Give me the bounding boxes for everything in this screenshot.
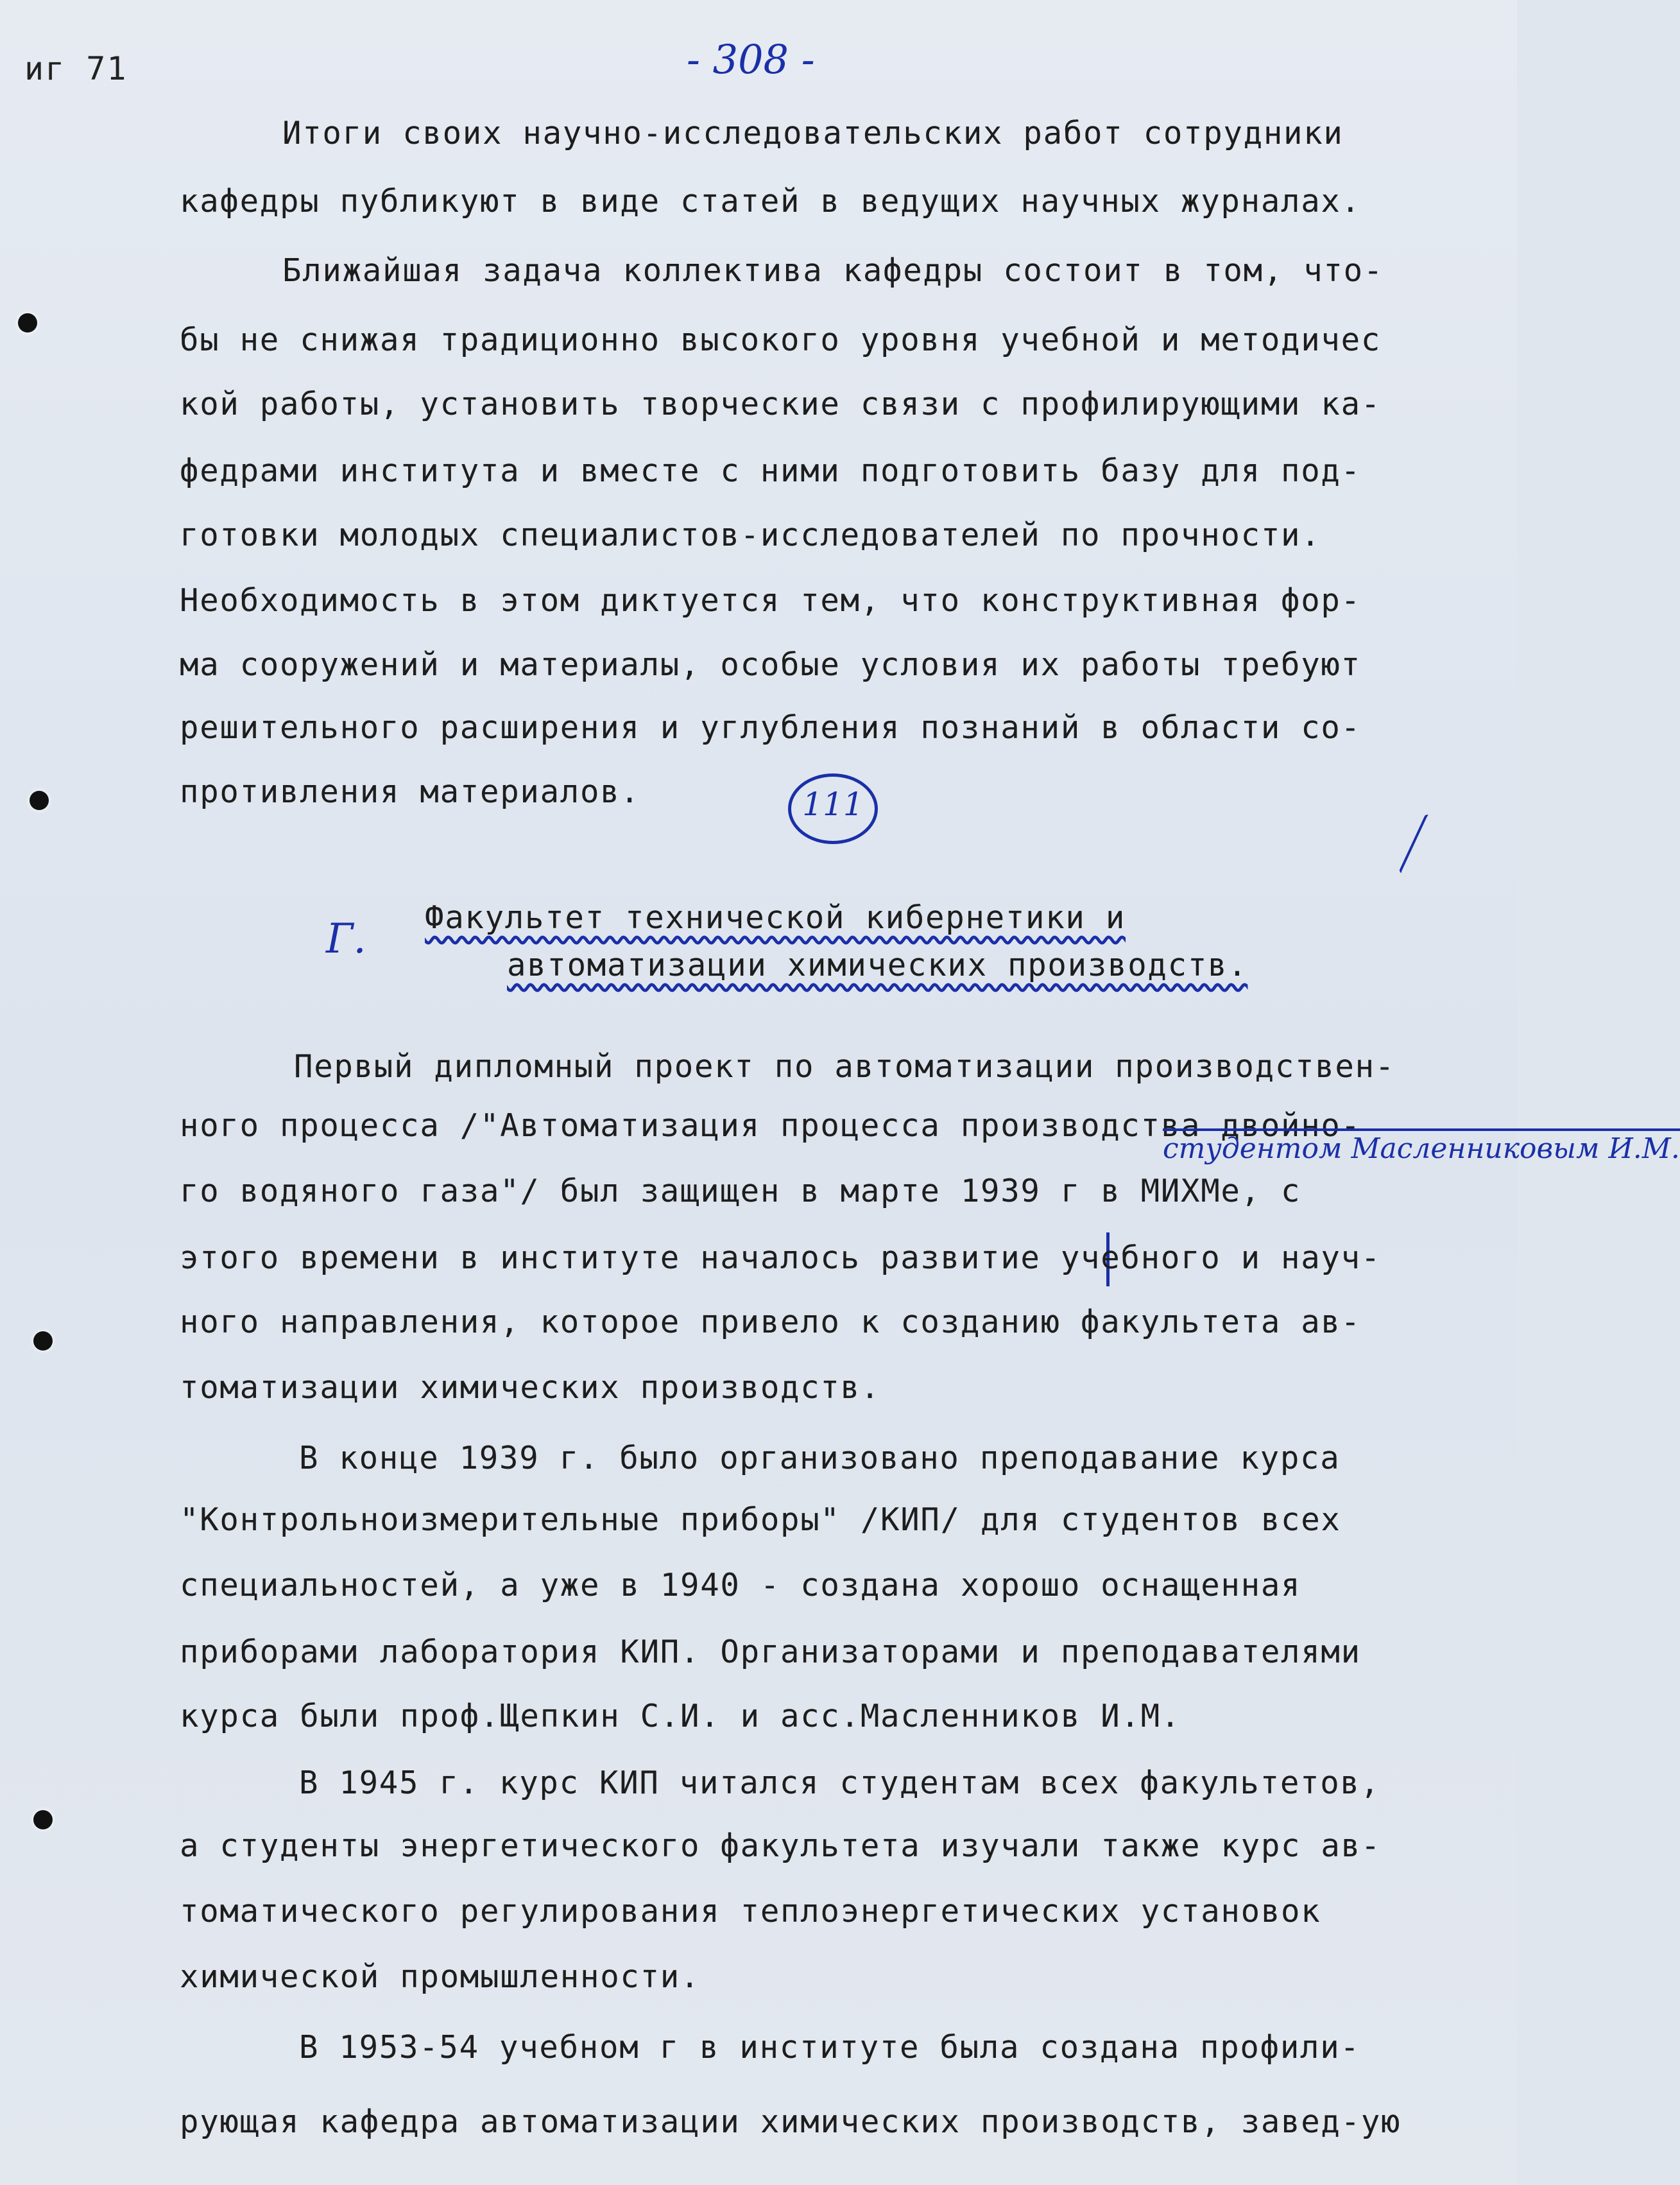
punch-hole <box>30 791 49 810</box>
text-line: томатического регулирования теплоэнергетических установок <box>180 1893 1321 1930</box>
circled-mark: 111 <box>788 773 878 844</box>
text-line: ного направления, которое привело к созданию факультета ав- <box>180 1304 1361 1340</box>
punch-hole <box>33 1331 53 1351</box>
text-line: томатизации химических производств. <box>180 1369 881 1406</box>
text-line: рующая кафедра автоматизации химических производств, завед-ую <box>180 2103 1401 2140</box>
text-line: кой работы, установить творческие связи с профилирующими ка- <box>180 386 1382 422</box>
punch-hole <box>33 1810 53 1829</box>
text-line: курса были проф.Щепкин С.И. и асс.Масленников И.М. <box>180 1698 1181 1734</box>
text-line: ного процесса /"Автоматизация процесса производства двойно- <box>180 1107 1361 1144</box>
section-heading-line-1: Факультет технической кибернетики и <box>425 899 1126 936</box>
text-line: го водяного газа"/ был защищен в марте 1939 г в МИХМе, с <box>180 1173 1301 1209</box>
text-line: а студенты энергетического факультета изучали также курс ав- <box>180 1827 1382 1864</box>
text-line: федрами института и вместе с ними подготовить базу для под- <box>180 453 1361 489</box>
text-line: "Контрольноизмерительные приборы" /КИП/ для студентов всех <box>180 1501 1341 1538</box>
section-heading-line-2: автоматизации химических производств. <box>507 947 1248 983</box>
text-line: Первый дипломный проект по автоматизации производствен- <box>294 1048 1396 1085</box>
text-line: химической промышленности. <box>180 1958 701 1995</box>
text-line: готовки молодых специалистов-исследователей по прочности. <box>180 517 1321 553</box>
margin-tick-mark <box>1398 814 1431 875</box>
text-line: этого времени в институте началось развитие учебного и науч- <box>180 1239 1382 1276</box>
text-line: ма сооружений и материалы, особые условия их работы требуют <box>180 646 1361 683</box>
text-line: кафедры публикуют в виде статей в ведущих научных журналах. <box>180 183 1361 220</box>
text-line: Ближайшая задача коллектива кафедры состоит в том, что- <box>282 252 1384 289</box>
text-line: Итоги своих научно-исследовательских работ сотрудники <box>282 115 1344 151</box>
handwritten-insertion: студентом Масленниковым И.М. <box>1163 1128 1680 1165</box>
text-line: В 1945 г. курс КИП читался студентам всех факультетов, <box>299 1765 1380 1801</box>
text-line: В конце 1939 г. было организовано преподавание курса <box>299 1440 1341 1476</box>
text-line: Необходимость в этом диктуется тем, что конструктивная фор- <box>180 582 1361 619</box>
text-line: приборами лаборатория КИП. Организаторами и преподавателями <box>180 1634 1361 1670</box>
text-line: В 1953-54 учебном г в институте была создана профили- <box>299 2029 1360 2066</box>
page-number: - 308 - <box>687 36 815 83</box>
text-line: бы не снижая традиционно высокого уровня учебной и методичес <box>180 322 1382 358</box>
archive-code: иг 71 <box>24 50 128 87</box>
punch-hole <box>18 313 37 332</box>
section-letter: Г. <box>326 915 366 963</box>
text-line: решительного расширения и углубления познаний в области со- <box>180 709 1361 746</box>
text-line: специальностей, а уже в 1940 - создана хорошо оснащенная <box>180 1567 1301 1603</box>
text-line: противления материалов. <box>180 773 640 810</box>
